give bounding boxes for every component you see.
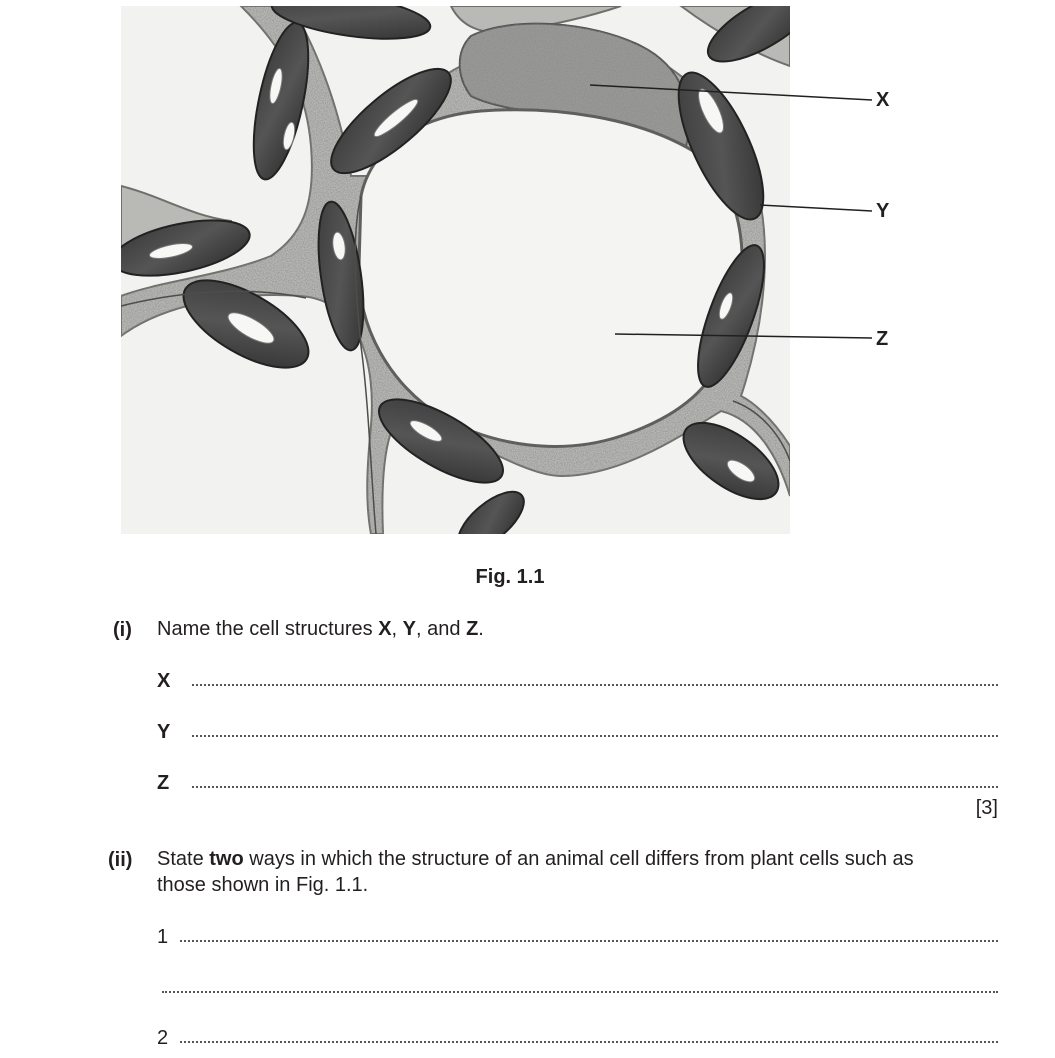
- answer-line-1a[interactable]: [180, 940, 998, 942]
- answer-number-2: 2: [157, 1027, 169, 1049]
- question-i-x: X: [378, 618, 392, 640]
- marks-allocation: [3]: [975, 797, 998, 819]
- label-x: X: [876, 89, 890, 111]
- question-ii-text-before: State: [157, 848, 210, 870]
- question-ii-text: [157, 846, 999, 898]
- label-y: Y: [876, 200, 890, 222]
- question-ii-number: (ii): [108, 849, 133, 871]
- answer-line-1b[interactable]: [162, 991, 998, 993]
- answer-label-x: X: [157, 670, 171, 692]
- figure-caption: Fig. 1.1: [475, 566, 545, 588]
- question-ii-text-after: ways in which the structure of an animal cell differs from plant cells such as: [243, 848, 914, 870]
- question-ii-emph: two: [209, 848, 244, 870]
- question-i-sep1: ,: [391, 618, 403, 640]
- question-ii-line1: [157, 846, 999, 872]
- answer-number-1: 1: [157, 926, 169, 948]
- answer-line-x[interactable]: [192, 684, 998, 686]
- question-i-number: (i): [113, 619, 132, 641]
- leader-line-x: [590, 85, 872, 100]
- question-i-sep2: , and: [416, 618, 467, 640]
- answer-label-y: Y: [157, 721, 171, 743]
- question-i-text-after: .: [478, 618, 484, 640]
- question-i-y: Y: [402, 618, 417, 640]
- answer-line-z[interactable]: [192, 786, 998, 788]
- label-z: Z: [876, 328, 889, 350]
- question-i-z: Z: [466, 618, 479, 640]
- answer-line-y[interactable]: [192, 735, 998, 737]
- question-i-text: [157, 616, 484, 642]
- answer-line-2a[interactable]: [180, 1041, 998, 1043]
- leader-line-y: [760, 205, 872, 211]
- answer-label-z: Z: [157, 772, 170, 794]
- question-i-text-before: Name the cell structures: [157, 618, 379, 640]
- question-ii-line2: those shown in Fig. 1.1.: [157, 874, 369, 896]
- leader-line-z: [615, 334, 872, 338]
